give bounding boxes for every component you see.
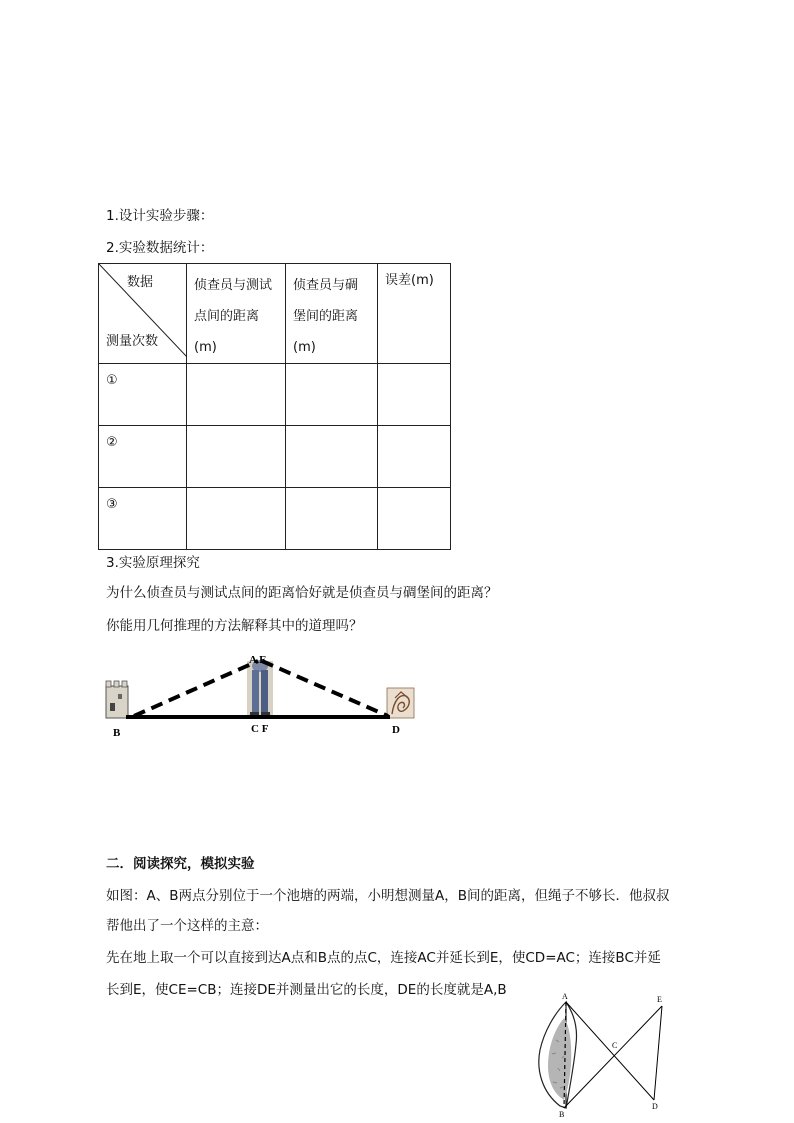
col2-line1: 侦查员与碉: [293, 278, 359, 293]
table-row: [99, 488, 451, 550]
dashed-line-ED: [262, 661, 388, 716]
label-AE: A E: [249, 654, 267, 666]
label-C: C: [612, 1041, 618, 1050]
segment-AD: [566, 1002, 654, 1100]
col2-line3: (m): [293, 340, 316, 355]
question-2: 你能用几何推理的方法解释其中的道理吗？: [106, 618, 363, 634]
scout-figure-icon: [247, 660, 273, 718]
step1-heading: 1.设计实验步骤：: [106, 208, 214, 224]
row-label: ①: [106, 373, 118, 388]
diag-top-label: 数据: [127, 275, 154, 290]
col2-header: [286, 264, 378, 364]
table-row: [99, 426, 451, 488]
step2-heading: 2.实验数据统计：: [106, 240, 214, 256]
table-header-row: [99, 264, 451, 364]
section2-para2-line2: 长到E，使CE=CB；连接DE并测量出它的长度，DE的长度就是A,B: [106, 982, 507, 998]
dashed-line-BA: [134, 661, 258, 716]
label-B: B: [559, 1110, 565, 1118]
figure-fortress-measurement: [100, 648, 430, 740]
figure-pond-triangles: [526, 988, 676, 1118]
row-label: ③: [106, 497, 118, 512]
section2-title: 二．阅读探究，模拟实验: [106, 856, 255, 872]
col2-line2: 堡间的距离: [293, 309, 359, 324]
diag-bottom-label: 测量次数: [106, 334, 159, 349]
label-D: D: [652, 1102, 658, 1111]
col1-header: [187, 264, 286, 364]
col3-header: [378, 264, 451, 364]
question-1: 为什么侦查员与测试点间的距离恰好就是侦查员与碉堡间的距离？: [106, 585, 498, 601]
label-A: A: [562, 992, 568, 1001]
label-D: D: [392, 724, 400, 736]
label-CF: C F: [251, 723, 269, 735]
col1-line1: 侦查员与测试: [194, 278, 273, 293]
segment-DE: [654, 1006, 662, 1100]
col1-line2: 点间的距离(m): [194, 309, 260, 355]
diagonal-header-cell: [99, 264, 187, 364]
section2-para1-line2: 帮他出了一个这样的主意：: [106, 918, 268, 934]
label-E: E: [657, 995, 662, 1004]
data-table: [98, 263, 451, 550]
step3-heading: 3.实验原理探究: [106, 555, 200, 571]
row-label: ②: [106, 435, 118, 450]
section2-para2-line1: 先在地上取一个可以直接到达A点和B点的点C，连接AC并延长到E，使CD=AC；连接BC并延: [106, 950, 661, 966]
fortress-icon: [106, 681, 128, 718]
section2-para1-line1: 如图：A、B两点分别位于一个池塘的两端，小明想测量A，B间的距离，但绳子不够长．他叔叔: [106, 888, 670, 904]
col3-label: 误差(m): [385, 273, 434, 288]
table-row: [99, 364, 451, 426]
target-landmark-icon: [387, 688, 414, 718]
label-B: B: [113, 727, 121, 739]
